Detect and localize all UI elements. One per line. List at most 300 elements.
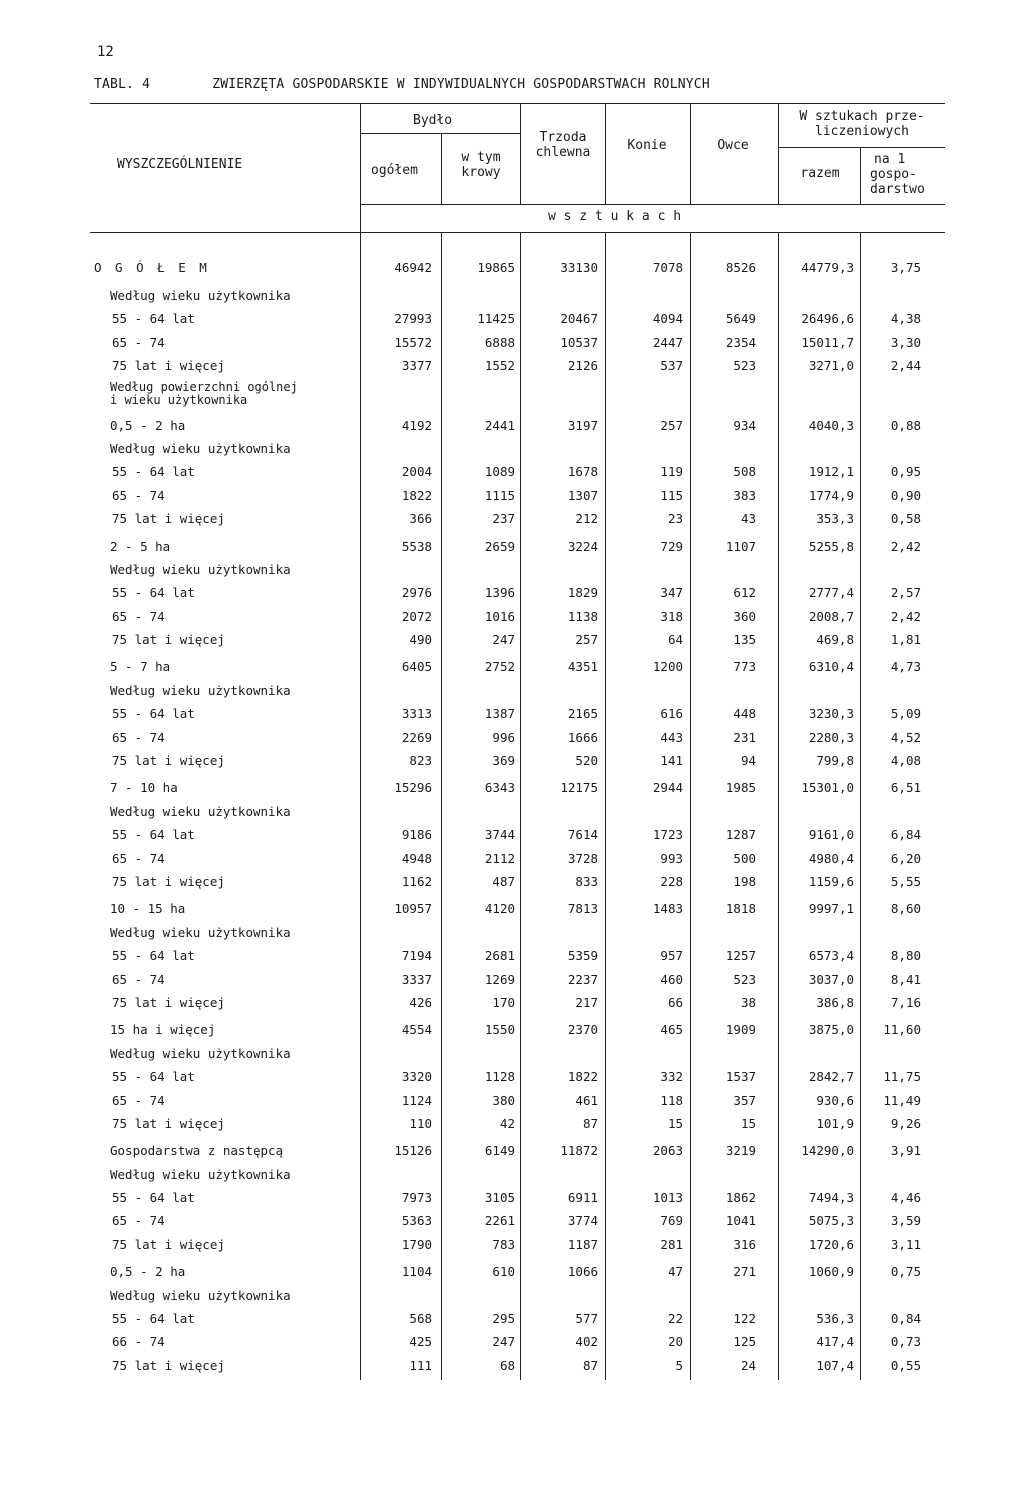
cell-konie: 729 xyxy=(660,538,683,554)
table-row xyxy=(0,284,1024,307)
cell-konie: 465 xyxy=(660,1022,683,1038)
cell-na-1-gospodarstwo: 1,81 xyxy=(890,632,921,648)
na1-line1: na 1 xyxy=(874,152,906,167)
cell-konie: 23 xyxy=(667,511,683,527)
cell-na-1-gospodarstwo: 11,60 xyxy=(883,1022,921,1038)
na1-header xyxy=(870,152,925,197)
cell-owce: 15 xyxy=(740,1115,756,1131)
cell-bydlo-krowy: 3744 xyxy=(484,827,515,843)
cell-owce: 94 xyxy=(740,753,756,769)
cell-konie: 1013 xyxy=(652,1190,683,1206)
cell-trzoda-chlewna: 87 xyxy=(582,1115,598,1131)
w-tym-line2: krowy xyxy=(461,165,501,180)
table-row xyxy=(0,1354,1024,1377)
cell-przelicz-razem: 15011,7 xyxy=(801,334,854,350)
col-rule-3 xyxy=(520,103,521,204)
row-label: 10 - 15 ha xyxy=(110,901,186,917)
w-tym-line1: w tym xyxy=(461,150,501,165)
row-label: 75 lat i więcej xyxy=(112,1115,225,1131)
table-row xyxy=(0,870,1024,893)
cell-bydlo-ogolem: 1162 xyxy=(401,873,432,889)
cell-bydlo-krowy: 1115 xyxy=(484,487,515,503)
cell-konie: 318 xyxy=(660,608,683,624)
cell-na-1-gospodarstwo: 0,90 xyxy=(890,487,921,503)
row-label: O G Ó Ł E M xyxy=(94,260,210,275)
row-label: 65 - 74 xyxy=(112,729,165,745)
cell-owce: 523 xyxy=(733,971,756,987)
row-label: 75 lat i więcej xyxy=(112,1357,225,1373)
row-label-line2: i wieku użytkownika xyxy=(110,392,248,407)
row-label: 65 - 74 xyxy=(112,608,165,624)
cell-trzoda-chlewna: 1678 xyxy=(567,464,598,480)
cell-konie: 5 xyxy=(675,1357,683,1373)
cell-na-1-gospodarstwo: 0,88 xyxy=(890,417,921,433)
cell-bydlo-ogolem: 27993 xyxy=(394,311,432,327)
cell-przelicz-razem: 2842,7 xyxy=(808,1069,854,1085)
cell-trzoda-chlewna: 217 xyxy=(575,994,598,1010)
cell-przelicz-razem: 417,4 xyxy=(816,1334,854,1350)
row-label: Według wieku użytkownika xyxy=(110,924,291,940)
cell-na-1-gospodarstwo: 3,91 xyxy=(890,1143,921,1159)
cell-owce: 43 xyxy=(740,511,756,527)
bydlo-rule xyxy=(360,133,520,134)
cell-na-1-gospodarstwo: 0,58 xyxy=(890,511,921,527)
cell-bydlo-krowy: 1550 xyxy=(484,1022,515,1038)
cell-przelicz-razem: 6573,4 xyxy=(808,948,854,964)
cell-konie: 1200 xyxy=(652,659,683,675)
przelicz-line1: W sztukach prze- xyxy=(799,109,925,124)
cell-przelicz-razem: 3271,0 xyxy=(808,358,854,374)
table-heading: ZWIERZĘTA GOSPODARSKIE W INDYWIDUALNYCH GOSPODARSTWACH ROLNYCH xyxy=(212,77,710,92)
cell-trzoda-chlewna: 6911 xyxy=(567,1190,598,1206)
cell-konie: 22 xyxy=(667,1311,683,1327)
w-tym-header xyxy=(450,150,512,180)
table-row xyxy=(0,437,1024,460)
cell-bydlo-ogolem: 7194 xyxy=(401,948,432,964)
table-row xyxy=(0,726,1024,749)
cell-bydlo-krowy: 247 xyxy=(492,1334,515,1350)
cell-na-1-gospodarstwo: 8,60 xyxy=(890,901,921,917)
table-row xyxy=(0,460,1024,483)
cell-na-1-gospodarstwo: 6,20 xyxy=(890,850,921,866)
cell-bydlo-ogolem: 5363 xyxy=(401,1213,432,1229)
cell-przelicz-razem: 26496,6 xyxy=(801,311,854,327)
cell-bydlo-ogolem: 1124 xyxy=(401,1092,432,1108)
cell-owce: 135 xyxy=(733,632,756,648)
cell-przelicz-razem: 4040,3 xyxy=(808,417,854,433)
table-row xyxy=(0,535,1024,558)
cell-owce: 360 xyxy=(733,608,756,624)
cell-konie: 347 xyxy=(660,585,683,601)
cell-trzoda-chlewna: 5359 xyxy=(567,948,598,964)
row-label: 65 - 74 xyxy=(112,971,165,987)
table-row xyxy=(0,1139,1024,1162)
row-label: Według powierzchni ogólnej i wieku użytkownika xyxy=(110,379,298,407)
cell-przelicz-razem: 2280,3 xyxy=(808,729,854,745)
cell-bydlo-ogolem: 1822 xyxy=(401,487,432,503)
cell-konie: 769 xyxy=(660,1213,683,1229)
cell-przelicz-razem: 107,4 xyxy=(816,1357,854,1373)
cell-przelicz-razem: 386,8 xyxy=(816,994,854,1010)
cell-przelicz-razem: 1774,9 xyxy=(808,487,854,503)
cell-bydlo-krowy: 6149 xyxy=(484,1143,515,1159)
cell-trzoda-chlewna: 7614 xyxy=(567,827,598,843)
table-row xyxy=(0,944,1024,967)
table-row xyxy=(0,1089,1024,1112)
cell-trzoda-chlewna: 1138 xyxy=(567,608,598,624)
col-rule-2 xyxy=(441,133,442,204)
cell-bydlo-krowy: 11425 xyxy=(477,311,515,327)
cell-trzoda-chlewna: 520 xyxy=(575,753,598,769)
cell-trzoda-chlewna: 87 xyxy=(582,1357,598,1373)
table-row xyxy=(0,1330,1024,1353)
row-label: 65 - 74 xyxy=(112,487,165,503)
table-row xyxy=(0,921,1024,944)
cell-przelicz-razem: 353,3 xyxy=(816,511,854,527)
table-row xyxy=(0,968,1024,991)
cell-owce: 1537 xyxy=(725,1069,756,1085)
cell-przelicz-razem: 5075,3 xyxy=(808,1213,854,1229)
cell-przelicz-razem: 536,3 xyxy=(816,1311,854,1327)
header-bottom-rule xyxy=(90,232,945,233)
owce-header: Owce xyxy=(717,138,749,153)
row-label: 75 lat i więcej xyxy=(112,873,225,889)
cell-bydlo-ogolem: 2004 xyxy=(401,464,432,480)
row-label: 55 - 64 lat xyxy=(112,1190,195,1206)
cell-na-1-gospodarstwo: 4,46 xyxy=(890,1190,921,1206)
cell-konie: 443 xyxy=(660,729,683,745)
cell-bydlo-krowy: 6888 xyxy=(484,334,515,350)
cell-przelicz-razem: 3875,0 xyxy=(808,1022,854,1038)
przelicz-line2: liczeniowych xyxy=(815,124,909,139)
cell-na-1-gospodarstwo: 8,41 xyxy=(890,971,921,987)
header-top-rule xyxy=(90,103,945,104)
cell-owce: 122 xyxy=(733,1311,756,1327)
cell-trzoda-chlewna: 2370 xyxy=(567,1022,598,1038)
cell-owce: 1287 xyxy=(725,827,756,843)
cell-trzoda-chlewna: 1187 xyxy=(567,1236,598,1252)
cell-konie: 993 xyxy=(660,850,683,866)
cell-przelicz-razem: 3230,3 xyxy=(808,706,854,722)
row-label: 15 ha i więcej xyxy=(110,1022,216,1038)
cell-bydlo-ogolem: 568 xyxy=(409,1311,432,1327)
cell-owce: 383 xyxy=(733,487,756,503)
cell-bydlo-krowy: 1089 xyxy=(484,464,515,480)
table-row xyxy=(0,897,1024,920)
cell-na-1-gospodarstwo: 2,42 xyxy=(890,538,921,554)
cell-owce: 3219 xyxy=(725,1143,756,1159)
table-row xyxy=(0,354,1024,377)
cell-bydlo-krowy: 3105 xyxy=(484,1190,515,1206)
cell-owce: 508 xyxy=(733,464,756,480)
table-row xyxy=(0,307,1024,330)
cell-trzoda-chlewna: 3197 xyxy=(567,417,598,433)
cell-owce: 271 xyxy=(733,1264,756,1280)
row-label: 55 - 64 lat xyxy=(112,1069,195,1085)
cell-bydlo-ogolem: 15572 xyxy=(394,334,432,350)
cell-owce: 1041 xyxy=(725,1213,756,1229)
cell-bydlo-ogolem: 9186 xyxy=(401,827,432,843)
row-label: 65 - 74 xyxy=(112,334,165,350)
cell-bydlo-ogolem: 10957 xyxy=(394,901,432,917)
cell-bydlo-ogolem: 4554 xyxy=(401,1022,432,1038)
cell-na-1-gospodarstwo: 5,09 xyxy=(890,706,921,722)
table-row xyxy=(0,1209,1024,1232)
cell-na-1-gospodarstwo: 4,38 xyxy=(890,311,921,327)
cell-bydlo-ogolem: 3377 xyxy=(401,358,432,374)
cell-przelicz-razem: 469,8 xyxy=(816,632,854,648)
cell-owce: 38 xyxy=(740,994,756,1010)
table-row xyxy=(0,605,1024,628)
cell-trzoda-chlewna: 3728 xyxy=(567,850,598,866)
table-row xyxy=(0,1186,1024,1209)
row-label: 55 - 64 lat xyxy=(112,827,195,843)
col-rule-5 xyxy=(690,103,691,204)
cell-na-1-gospodarstwo: 2,44 xyxy=(890,358,921,374)
table-row xyxy=(0,679,1024,702)
cell-bydlo-krowy: 487 xyxy=(492,873,515,889)
cell-trzoda-chlewna: 1307 xyxy=(567,487,598,503)
cell-trzoda-chlewna: 3224 xyxy=(567,538,598,554)
cell-owce: 1257 xyxy=(725,948,756,964)
cell-bydlo-krowy: 996 xyxy=(492,729,515,745)
cell-trzoda-chlewna: 402 xyxy=(575,1334,598,1350)
units-top-rule xyxy=(360,204,945,205)
cell-konie: 141 xyxy=(660,753,683,769)
table-row xyxy=(0,507,1024,530)
col-rule-4 xyxy=(605,103,606,204)
cell-owce: 357 xyxy=(733,1092,756,1108)
row-label: 5 - 7 ha xyxy=(110,659,171,675)
cell-owce: 773 xyxy=(733,659,756,675)
cell-trzoda-chlewna: 2237 xyxy=(567,971,598,987)
cell-przelicz-razem: 101,9 xyxy=(816,1115,854,1131)
cell-bydlo-krowy: 2112 xyxy=(484,850,515,866)
table-row xyxy=(0,1018,1024,1041)
trzoda-line2: chlewna xyxy=(535,145,591,160)
cell-na-1-gospodarstwo: 0,95 xyxy=(890,464,921,480)
cell-konie: 2447 xyxy=(652,334,683,350)
cell-przelicz-razem: 799,8 xyxy=(816,753,854,769)
cell-bydlo-krowy: 1552 xyxy=(484,358,515,374)
cell-konie: 47 xyxy=(667,1264,683,1280)
table-row xyxy=(0,1260,1024,1283)
cell-bydlo-krowy: 4120 xyxy=(484,901,515,917)
table-body xyxy=(0,252,1024,1377)
cell-bydlo-krowy: 2752 xyxy=(484,659,515,675)
row-label: Gospodarstwa z następcą xyxy=(110,1143,284,1159)
cell-bydlo-ogolem: 425 xyxy=(409,1334,432,1350)
page-number: 12 xyxy=(97,44,114,60)
cell-bydlo-krowy: 380 xyxy=(492,1092,515,1108)
cell-bydlo-krowy: 170 xyxy=(492,994,515,1010)
cell-bydlo-krowy: 2441 xyxy=(484,417,515,433)
razem-header: razem xyxy=(800,166,840,181)
cell-bydlo-ogolem: 426 xyxy=(409,994,432,1010)
cell-bydlo-ogolem: 46942 xyxy=(394,260,432,275)
cell-bydlo-ogolem: 5538 xyxy=(401,538,432,554)
cell-przelicz-razem: 3037,0 xyxy=(808,971,854,987)
cell-na-1-gospodarstwo: 0,75 xyxy=(890,1264,921,1280)
cell-na-1-gospodarstwo: 11,75 xyxy=(883,1069,921,1085)
cell-bydlo-ogolem: 15126 xyxy=(394,1143,432,1159)
cell-na-1-gospodarstwo: 0,73 xyxy=(890,1334,921,1350)
row-label: Według wieku użytkownika xyxy=(110,288,291,303)
cell-na-1-gospodarstwo: 5,55 xyxy=(890,873,921,889)
table-row xyxy=(0,1284,1024,1307)
cell-na-1-gospodarstwo: 0,55 xyxy=(890,1357,921,1373)
cell-bydlo-ogolem: 4192 xyxy=(401,417,432,433)
cell-konie: 115 xyxy=(660,487,683,503)
cell-konie: 7078 xyxy=(652,260,683,275)
table-row xyxy=(0,331,1024,354)
cell-trzoda-chlewna: 2165 xyxy=(567,706,598,722)
table-row xyxy=(0,776,1024,799)
stub-header: WYSZCZEGÓLNIENIE xyxy=(117,157,243,172)
cell-owce: 1862 xyxy=(725,1190,756,1206)
table-row xyxy=(0,1307,1024,1330)
cell-bydlo-krowy: 295 xyxy=(492,1311,515,1327)
przelicz-rule xyxy=(778,147,945,148)
cell-owce: 523 xyxy=(733,358,756,374)
row-label: 55 - 64 lat xyxy=(112,948,195,964)
cell-konie: 257 xyxy=(660,417,683,433)
row-label: 65 - 74 xyxy=(112,850,165,866)
cell-bydlo-ogolem: 3320 xyxy=(401,1069,432,1085)
row-label: 55 - 64 lat xyxy=(112,311,195,327)
cell-owce: 231 xyxy=(733,729,756,745)
row-label: 55 - 64 lat xyxy=(112,1311,195,1327)
cell-przelicz-razem: 1720,6 xyxy=(808,1236,854,1252)
table-row xyxy=(0,847,1024,870)
cell-trzoda-chlewna: 20467 xyxy=(560,311,598,327)
cell-owce: 500 xyxy=(733,850,756,866)
row-label: 75 lat i więcej xyxy=(112,994,225,1010)
col-rule-6 xyxy=(778,103,779,204)
cell-przelicz-razem: 6310,4 xyxy=(808,659,854,675)
cell-bydlo-ogolem: 7973 xyxy=(401,1190,432,1206)
cell-konie: 537 xyxy=(660,358,683,374)
cell-bydlo-krowy: 369 xyxy=(492,753,515,769)
row-label: 75 lat i więcej xyxy=(112,511,225,527)
cell-owce: 934 xyxy=(733,417,756,433)
cell-owce: 8526 xyxy=(725,260,756,275)
cell-bydlo-ogolem: 3337 xyxy=(401,971,432,987)
cell-konie: 2063 xyxy=(652,1143,683,1159)
row-label: 75 lat i więcej xyxy=(112,632,225,648)
row-label: 75 lat i więcej xyxy=(112,358,225,374)
cell-owce: 1909 xyxy=(725,1022,756,1038)
cell-trzoda-chlewna: 12175 xyxy=(560,780,598,796)
konie-header: Konie xyxy=(627,138,667,153)
cell-konie: 281 xyxy=(660,1236,683,1252)
row-label: 66 - 74 xyxy=(112,1334,165,1350)
cell-bydlo-ogolem: 1790 xyxy=(401,1236,432,1252)
cell-bydlo-ogolem: 366 xyxy=(409,511,432,527)
cell-owce: 448 xyxy=(733,706,756,722)
cell-owce: 125 xyxy=(733,1334,756,1350)
cell-konie: 2944 xyxy=(652,780,683,796)
cell-bydlo-krowy: 2659 xyxy=(484,538,515,554)
row-label: 2 - 5 ha xyxy=(110,538,171,554)
table-row xyxy=(0,1042,1024,1065)
cell-na-1-gospodarstwo: 2,42 xyxy=(890,608,921,624)
cell-bydlo-krowy: 1396 xyxy=(484,585,515,601)
cell-bydlo-krowy: 1016 xyxy=(484,608,515,624)
cell-na-1-gospodarstwo: 3,11 xyxy=(890,1236,921,1252)
row-label: 65 - 74 xyxy=(112,1092,165,1108)
cell-bydlo-krowy: 1387 xyxy=(484,706,515,722)
cell-przelicz-razem: 9161,0 xyxy=(808,827,854,843)
cell-trzoda-chlewna: 10537 xyxy=(560,334,598,350)
cell-na-1-gospodarstwo: 6,84 xyxy=(890,827,921,843)
przelicz-header xyxy=(782,109,942,139)
cell-owce: 316 xyxy=(733,1236,756,1252)
row-label: Według wieku użytkownika xyxy=(110,682,291,698)
table-row xyxy=(0,823,1024,846)
cell-trzoda-chlewna: 3774 xyxy=(567,1213,598,1229)
cell-bydlo-krowy: 19865 xyxy=(477,260,515,275)
table-row xyxy=(0,1163,1024,1186)
table-row xyxy=(0,702,1024,725)
cell-bydlo-krowy: 2261 xyxy=(484,1213,515,1229)
cell-przelicz-razem: 2008,7 xyxy=(808,608,854,624)
cell-konie: 20 xyxy=(667,1334,683,1350)
cell-na-1-gospodarstwo: 7,16 xyxy=(890,994,921,1010)
cell-bydlo-krowy: 237 xyxy=(492,511,515,527)
row-label: Według wieku użytkownika xyxy=(110,1166,291,1182)
na1-line2: gospo- xyxy=(870,167,917,182)
table-row xyxy=(0,1233,1024,1256)
trzoda-line1: Trzoda xyxy=(539,130,587,145)
cell-konie: 332 xyxy=(660,1069,683,1085)
cell-konie: 66 xyxy=(667,994,683,1010)
cell-przelicz-razem: 15301,0 xyxy=(801,780,854,796)
table-row xyxy=(0,414,1024,437)
cell-bydlo-ogolem: 490 xyxy=(409,632,432,648)
na1-line3: darstwo xyxy=(870,182,925,197)
row-label: 0,5 - 2 ha xyxy=(110,417,186,433)
cell-przelicz-razem: 4980,4 xyxy=(808,850,854,866)
cell-trzoda-chlewna: 577 xyxy=(575,1311,598,1327)
table-row xyxy=(0,1112,1024,1135)
cell-bydlo-krowy: 42 xyxy=(499,1115,515,1131)
row-label: Według wieku użytkownika xyxy=(110,561,291,577)
cell-przelicz-razem: 930,6 xyxy=(816,1092,854,1108)
row-label: 0,5 - 2 ha xyxy=(110,1264,186,1280)
cell-na-1-gospodarstwo: 9,26 xyxy=(890,1115,921,1131)
cell-bydlo-ogolem: 111 xyxy=(409,1357,432,1373)
cell-na-1-gospodarstwo: 0,84 xyxy=(890,1311,921,1327)
cell-trzoda-chlewna: 7813 xyxy=(567,901,598,917)
cell-konie: 616 xyxy=(660,706,683,722)
table-row xyxy=(0,991,1024,1014)
cell-konie: 228 xyxy=(660,873,683,889)
cell-przelicz-razem: 44779,3 xyxy=(801,260,854,275)
row-label: Według wieku użytkownika xyxy=(110,440,291,456)
cell-bydlo-krowy: 247 xyxy=(492,632,515,648)
cell-bydlo-ogolem: 110 xyxy=(409,1115,432,1131)
cell-trzoda-chlewna: 11872 xyxy=(560,1143,598,1159)
units-header: w s z t u k a c h xyxy=(548,209,682,224)
cell-trzoda-chlewna: 212 xyxy=(575,511,598,527)
row-label: Według wieku użytkownika xyxy=(110,1045,291,1061)
cell-trzoda-chlewna: 2126 xyxy=(567,358,598,374)
cell-bydlo-ogolem: 823 xyxy=(409,753,432,769)
row-label: 7 - 10 ha xyxy=(110,780,178,796)
ogolem-header: ogółem xyxy=(371,163,418,178)
row-label: 65 - 74 xyxy=(112,1213,165,1229)
